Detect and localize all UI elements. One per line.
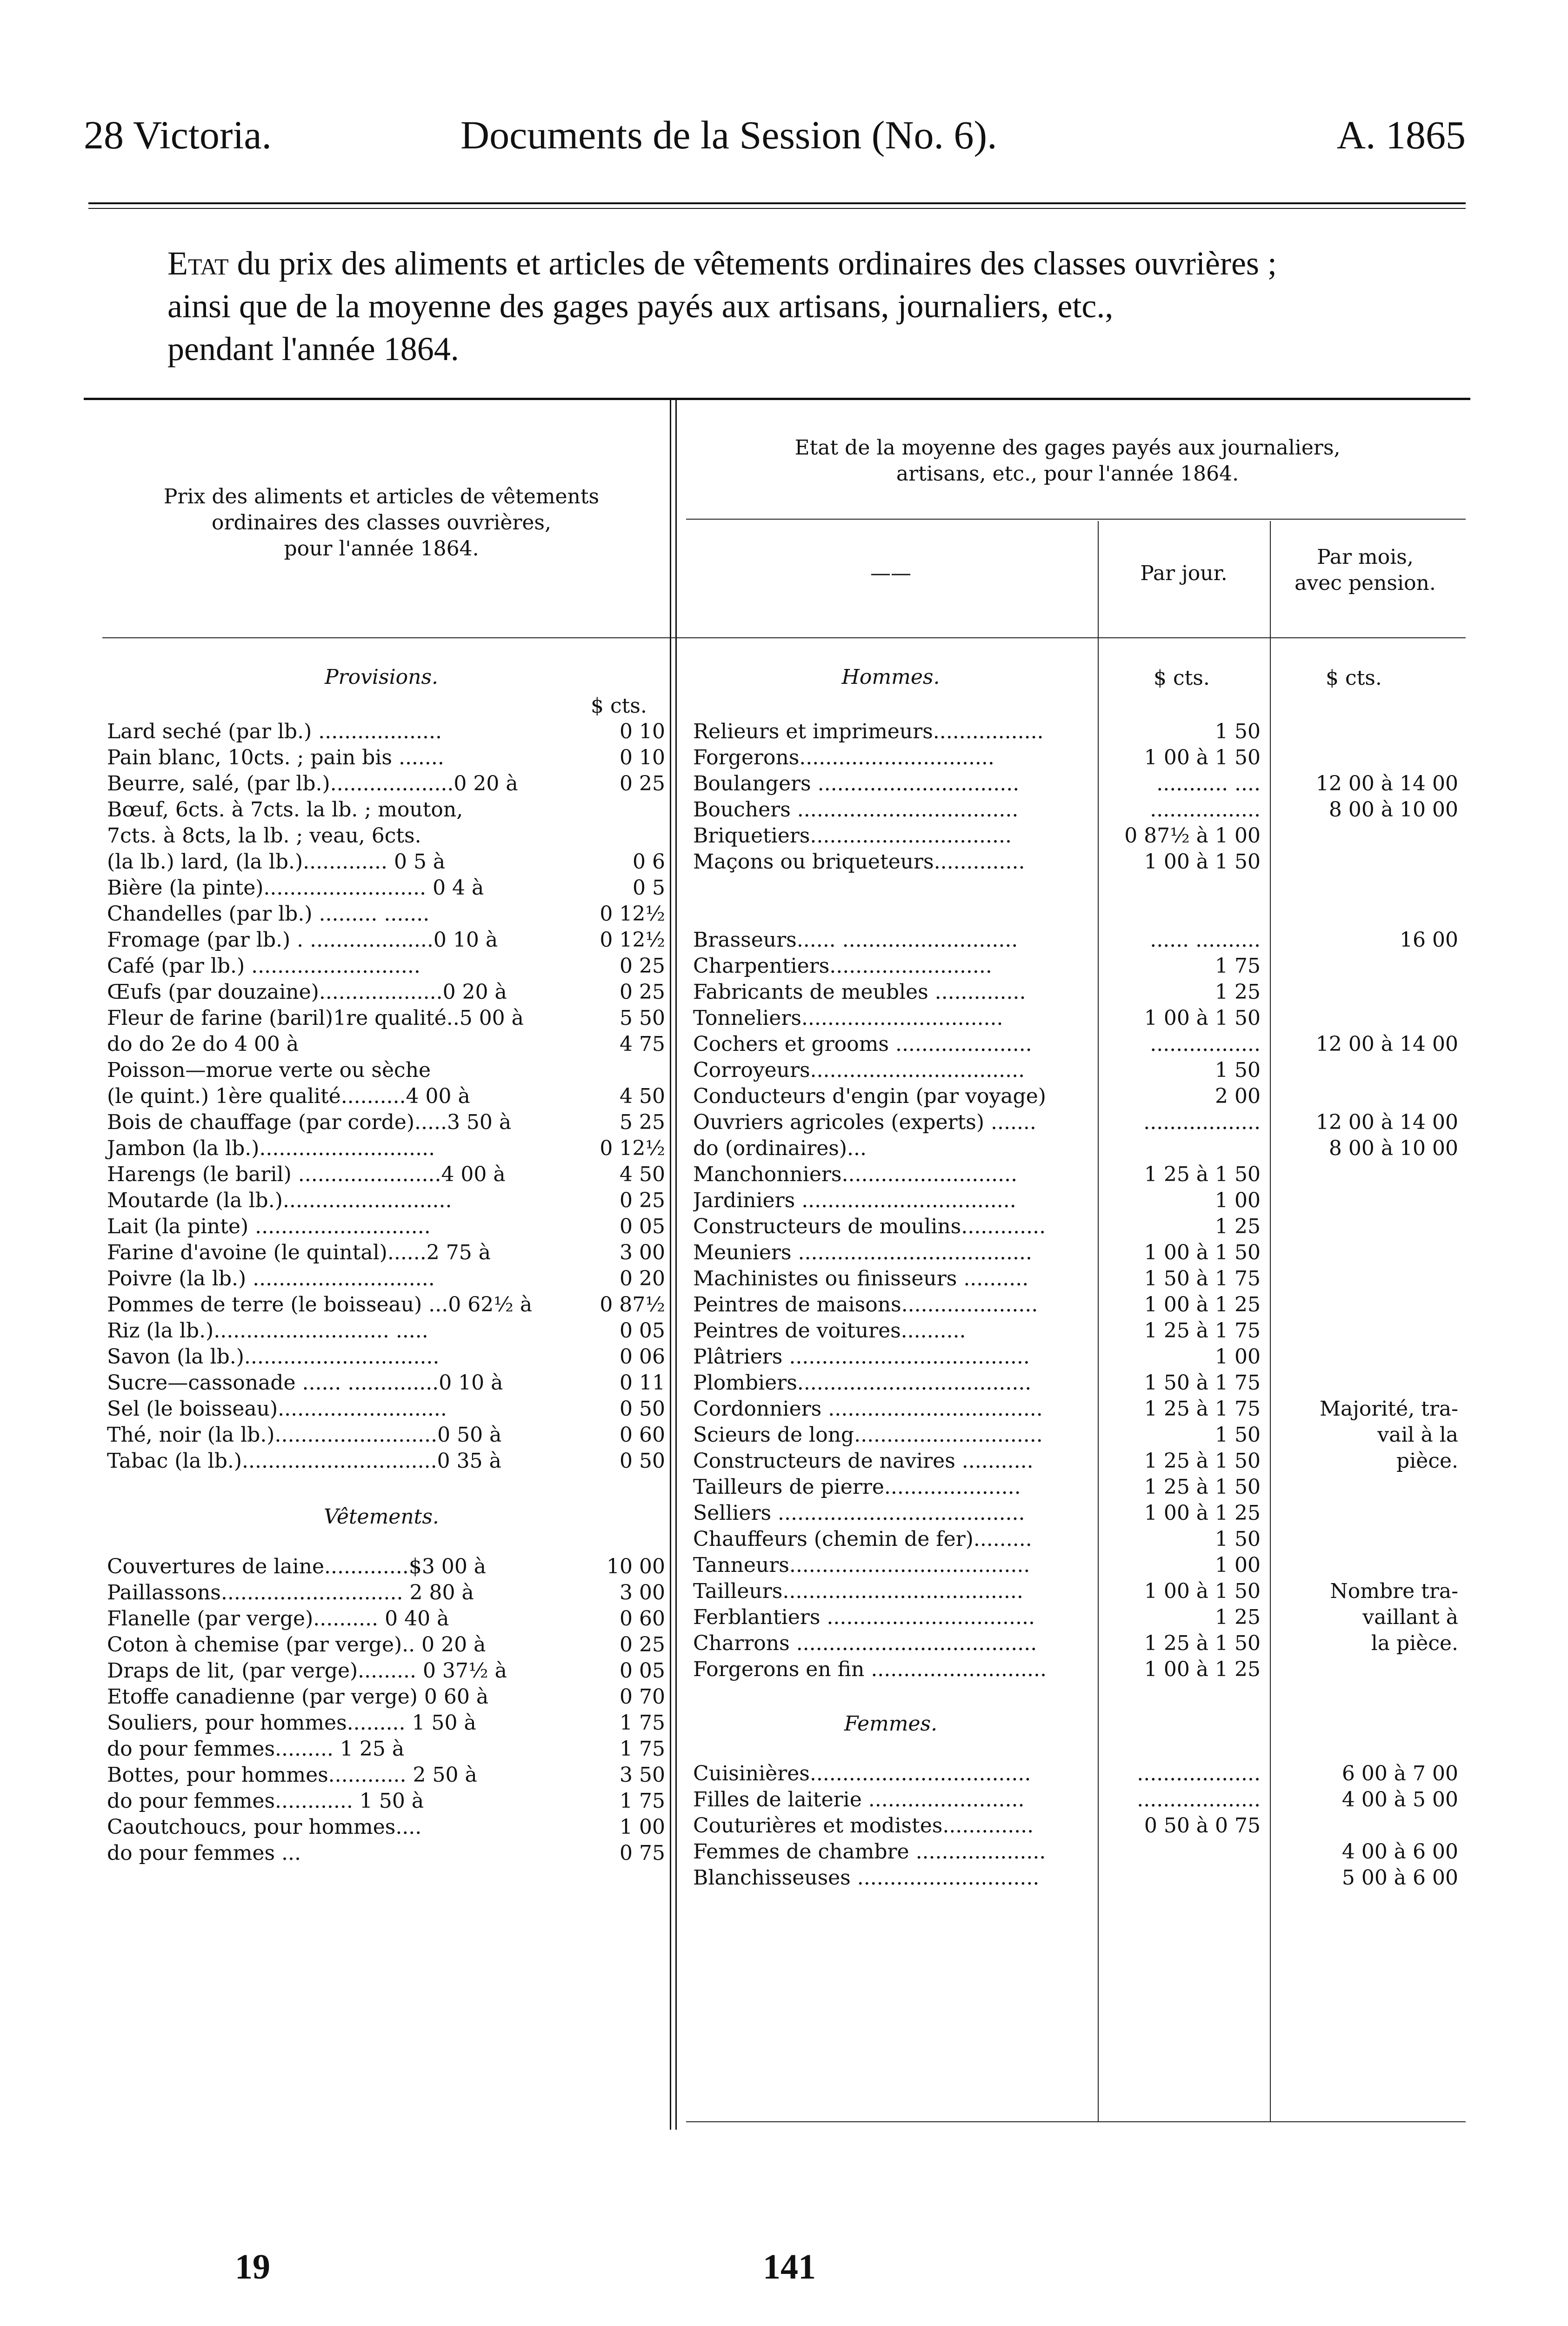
item-price: 3 00 bbox=[620, 1581, 665, 1604]
item-label: Souliers, pour hommes......... 1 50 à bbox=[107, 1711, 476, 1735]
trade-name: Fabricants de meubles .............. bbox=[693, 980, 1026, 1004]
trade-name: Machinistes ou finisseurs .......... bbox=[693, 1267, 1029, 1290]
wage-per-month: 12 00 à 14 00 bbox=[1315, 772, 1458, 795]
trade-name: Tonneliers............................... bbox=[693, 1006, 1003, 1030]
table-row bbox=[107, 1658, 665, 1684]
item-label: do pour femmes ... bbox=[107, 1841, 301, 1865]
wage-per-month: 4 00 à 6 00 bbox=[1341, 1840, 1458, 1864]
wage-per-day: 1 00 à 1 50 bbox=[1144, 746, 1261, 769]
item-price: 4 50 bbox=[620, 1163, 665, 1186]
running-header bbox=[84, 112, 1466, 163]
wage-per-day: 1 00 à 1 25 bbox=[1144, 1658, 1261, 1681]
item-label: Caoutchoucs, pour hommes.... bbox=[107, 1815, 422, 1839]
item-label: Pommes de terre (le boisseau) ...0 62½ à bbox=[107, 1293, 533, 1317]
item-price: 5 50 bbox=[620, 1006, 665, 1030]
item-price: 0 05 bbox=[620, 1215, 665, 1238]
title-line-2: ainsi que de la moyenne des gages payés aux artisans, journaliers, etc., bbox=[167, 287, 1114, 325]
table-row bbox=[107, 1031, 665, 1057]
trade-name: Cuisinières.................................. bbox=[693, 1762, 1031, 1785]
wage-per-day: 1 50 à 1 75 bbox=[1144, 1371, 1261, 1395]
trade-name: Cordonniers ................................. bbox=[693, 1397, 1043, 1421]
wage-per-day: 1 50 bbox=[1215, 1527, 1261, 1551]
trade-name: Plâtriers ..................................... bbox=[693, 1345, 1030, 1369]
trade-name: Corroyeurs................................. bbox=[693, 1058, 1025, 1082]
item-label: Bière (la pinte)......................... 0 4 à bbox=[107, 876, 484, 900]
wage-per-day: ................... bbox=[1137, 1788, 1261, 1811]
wage-per-month: Majorité, tra- bbox=[1319, 1397, 1458, 1421]
table-row bbox=[107, 1788, 665, 1814]
title-line-1: Etat du prix des aliments et articles de vêtements ordinaires des classes ouvrières ; bbox=[167, 245, 1277, 282]
item-label: Thé, noir (la lb.).........................0 50 à bbox=[107, 1423, 502, 1447]
item-label: Chandelles (par lb.) ......... ....... bbox=[107, 902, 430, 926]
trade-name: Constructeurs de navires ........... bbox=[693, 1449, 1034, 1473]
header-center: Documents de la Session (No. 6). bbox=[460, 113, 997, 157]
wage-per-day: 1 00 à 1 50 bbox=[1144, 850, 1261, 874]
document-title bbox=[167, 242, 1461, 370]
trade-name: Relieurs et imprimeurs................. bbox=[693, 720, 1044, 743]
item-label: Œufs (par douzaine)...................0 20 à bbox=[107, 980, 507, 1004]
item-price: 0 25 bbox=[620, 1189, 665, 1212]
table-row bbox=[107, 1083, 665, 1110]
wage-per-day: 1 00 à 1 25 bbox=[1144, 1501, 1261, 1525]
table-row bbox=[107, 1606, 665, 1632]
wage-per-day: ................... bbox=[1137, 1762, 1261, 1785]
item-label: Fromage (par lb.) . ...................0 10 à bbox=[107, 928, 498, 952]
item-label: Poivre (la lb.) ............................ bbox=[107, 1267, 435, 1290]
item-price: 0 25 bbox=[620, 1633, 665, 1657]
item-price: 1 75 bbox=[620, 1737, 665, 1761]
header-rule bbox=[88, 202, 1466, 204]
item-label: Jambon (la lb.)........................... bbox=[107, 1136, 435, 1160]
trade-name: Tanneurs..................................... bbox=[693, 1553, 1030, 1577]
item-label: Moutarde (la lb.).......................... bbox=[107, 1189, 452, 1212]
item-price: 0 70 bbox=[620, 1685, 665, 1709]
table-row bbox=[107, 1710, 665, 1736]
wage-per-month: Nombre tra- bbox=[1330, 1579, 1458, 1603]
item-price: 0 25 bbox=[620, 980, 665, 1004]
item-price: 0 75 bbox=[620, 1841, 665, 1865]
wage-per-day: ................. bbox=[1150, 798, 1261, 822]
trade-name: Forgerons.............................. bbox=[693, 746, 994, 769]
wage-per-day: 1 75 bbox=[1215, 954, 1261, 978]
right-col-divider-2 bbox=[1270, 521, 1271, 2121]
table-row bbox=[107, 979, 665, 1005]
table-row bbox=[107, 1396, 665, 1422]
table-row bbox=[107, 1632, 665, 1658]
wage-per-month: 6 00 à 7 00 bbox=[1341, 1762, 1458, 1785]
item-price: 0 6 bbox=[633, 850, 665, 874]
item-price: 0 25 bbox=[620, 954, 665, 978]
table-row bbox=[107, 745, 665, 771]
table-row bbox=[107, 1814, 665, 1840]
wage-per-day: 1 25 à 1 50 bbox=[1144, 1631, 1261, 1655]
item-price: 5 25 bbox=[620, 1110, 665, 1134]
item-label: Sucre—cassonade ...... ..............0 10 à bbox=[107, 1371, 503, 1395]
table-row bbox=[107, 1448, 665, 1474]
item-label: Lait (la pinte) ........................... bbox=[107, 1215, 431, 1238]
table-row bbox=[107, 1554, 665, 1580]
table-row bbox=[107, 1762, 665, 1788]
wage-per-day: ................. bbox=[1150, 1032, 1261, 1056]
trade-name: Filles de laiterie ........................ bbox=[693, 1788, 1025, 1811]
item-price: 3 00 bbox=[620, 1241, 665, 1264]
wage-per-day: 1 00 bbox=[1215, 1553, 1261, 1577]
item-label: Coton à chemise (par verge).. 0 20 à bbox=[107, 1633, 486, 1657]
trade-name: Couturières et modistes.............. bbox=[693, 1814, 1034, 1838]
wage-per-day: 1 50 à 1 75 bbox=[1144, 1267, 1261, 1290]
item-price: 0 50 bbox=[620, 1449, 665, 1473]
right-head-rule bbox=[686, 519, 1466, 520]
item-label: (le quint.) 1ère qualité..........4 00 à bbox=[107, 1084, 470, 1108]
item-price: 1 75 bbox=[620, 1711, 665, 1735]
wage-per-day: 0 50 à 0 75 bbox=[1144, 1814, 1261, 1838]
item-label: Fleur de farine (baril)1re qualité..5 00 à bbox=[107, 1006, 524, 1030]
trade-name: Charpentiers......................... bbox=[693, 954, 992, 978]
item-label: Bœuf, 6cts. à 7cts. la lb. ; mouton, bbox=[107, 798, 463, 822]
wage-per-day: .................. bbox=[1143, 1110, 1261, 1134]
table-row bbox=[107, 1580, 665, 1606]
right-table-heading: Etat de la moyenne des gages payés aux journaliers, artisans, etc., pour l'année 1864. bbox=[794, 436, 1341, 486]
table-row bbox=[107, 1240, 665, 1266]
item-price: 0 50 bbox=[620, 1397, 665, 1421]
wage-per-day: 1 00 à 1 50 bbox=[1144, 1579, 1261, 1603]
item-label: Tabac (la lb.)..............................0 35 à bbox=[107, 1449, 501, 1473]
item-label: do do 2e do 4 00 à bbox=[107, 1032, 299, 1056]
subheader-rule bbox=[102, 637, 1466, 638]
item-label: do pour femmes............ 1 50 à bbox=[107, 1789, 424, 1813]
item-label: Flanelle (par verge).......... 0 40 à bbox=[107, 1607, 449, 1631]
trade-name: Tailleurs..................................... bbox=[693, 1579, 1023, 1603]
trade-name: Charrons ..................................... bbox=[693, 1631, 1037, 1655]
wage-per-day: 1 25 à 1 50 bbox=[1144, 1475, 1261, 1499]
header-right: A. 1865 bbox=[1336, 113, 1466, 157]
item-label: Riz (la lb.)........................... ..... bbox=[107, 1319, 428, 1343]
item-price: 4 75 bbox=[620, 1032, 665, 1056]
table-row bbox=[107, 1005, 665, 1031]
trade-name: Maçons ou briqueteurs.............. bbox=[693, 850, 1025, 874]
trade-name: Bouchers .................................. bbox=[693, 798, 1019, 822]
wage-per-day: 1 50 bbox=[1215, 1058, 1261, 1082]
wage-per-day: 2 00 bbox=[1215, 1084, 1261, 1108]
wage-per-day: 1 25 à 1 75 bbox=[1144, 1397, 1261, 1421]
trade-name: Peintres de maisons..................... bbox=[693, 1293, 1038, 1317]
table-row bbox=[107, 849, 665, 875]
wage-per-month: 5 00 à 6 00 bbox=[1341, 1866, 1458, 1890]
wage-per-day: 1 00 à 1 50 bbox=[1144, 1006, 1261, 1030]
wage-per-day: 1 00 bbox=[1215, 1189, 1261, 1212]
center-divider bbox=[670, 399, 671, 2130]
wage-per-day: 1 00 bbox=[1215, 1345, 1261, 1369]
item-price: 1 75 bbox=[620, 1789, 665, 1813]
wage-per-day: 1 00 à 1 50 bbox=[1144, 1241, 1261, 1264]
item-price: 10 00 bbox=[607, 1555, 665, 1578]
item-label: Etoffe canadienne (par verge) 0 60 à bbox=[107, 1685, 489, 1709]
table-row bbox=[107, 1344, 665, 1370]
right-bottom-rule bbox=[686, 2121, 1466, 2122]
item-label: Savon (la lb.).............................. bbox=[107, 1345, 440, 1369]
femmes-label: Femmes. bbox=[844, 1712, 938, 1736]
item-label: Farine d'avoine (le quintal)......2 75 à bbox=[107, 1241, 491, 1264]
footer-left-number: 19 bbox=[235, 2247, 270, 2286]
wage-per-day: 1 25 bbox=[1215, 980, 1261, 1004]
header-rule-thin bbox=[88, 208, 1466, 209]
item-price: 0 10 bbox=[620, 720, 665, 743]
right-col-divider-1 bbox=[1098, 521, 1099, 2121]
jour-unit-label: $ cts. bbox=[1154, 666, 1210, 690]
item-label: Paillassons............................ 2 80 à bbox=[107, 1581, 474, 1604]
table-row bbox=[107, 901, 665, 927]
wage-per-month: vaillant à bbox=[1362, 1605, 1458, 1629]
table-row bbox=[107, 927, 665, 953]
wage-per-day: 1 00 à 1 25 bbox=[1144, 1293, 1261, 1317]
left-table-heading: Prix des aliments et articles de vêtements ordinaires des classes ouvrières, pour l'année 1864. bbox=[163, 485, 600, 561]
trade-name: Blanchisseuses ............................ bbox=[693, 1866, 1040, 1890]
trade-name: Selliers ...................................... bbox=[693, 1501, 1025, 1525]
table-row bbox=[107, 823, 665, 849]
table-row bbox=[107, 1057, 665, 1083]
item-price: 0 12½ bbox=[600, 928, 665, 952]
table-top-rule bbox=[84, 398, 1470, 400]
wage-per-day: 1 25 à 1 50 bbox=[1144, 1163, 1261, 1186]
table-row bbox=[107, 1370, 665, 1396]
item-label: Couvertures de laine.............$3 00 à bbox=[107, 1555, 487, 1578]
wage-per-month: 12 00 à 14 00 bbox=[1315, 1032, 1458, 1056]
trade-name: Manchonniers........................... bbox=[693, 1163, 1018, 1186]
trade-name: Briquetiers............................... bbox=[693, 824, 1012, 848]
item-label: do pour femmes......... 1 25 à bbox=[107, 1737, 405, 1761]
item-label: Harengs (le baril) ......................4 00 à bbox=[107, 1163, 506, 1186]
trade-name: do (ordinaires)... bbox=[693, 1136, 867, 1160]
trade-name: Conducteurs d'engin (par voyage) bbox=[693, 1084, 1046, 1108]
table-row bbox=[107, 1188, 665, 1214]
trade-name: Scieurs de long............................. bbox=[693, 1423, 1043, 1447]
item-label: Beurre, salé, (par lb.)...................0 20 à bbox=[107, 772, 518, 795]
wage-per-day: 1 25 bbox=[1215, 1605, 1261, 1629]
trade-name: Forgerons en fin ........................... bbox=[693, 1658, 1047, 1681]
item-price: 0 60 bbox=[620, 1423, 665, 1447]
footer-page-number: 141 bbox=[763, 2247, 816, 2286]
trade-name: Cochers et grooms ..................... bbox=[693, 1032, 1032, 1056]
table-row bbox=[107, 875, 665, 901]
item-label: Pain blanc, 10cts. ; pain bis ....... bbox=[107, 746, 444, 769]
provisions-label: Provisions. bbox=[324, 665, 439, 689]
item-price: 0 05 bbox=[620, 1659, 665, 1683]
wage-per-month: 8 00 à 10 00 bbox=[1328, 1136, 1458, 1160]
wage-per-month: 4 00 à 5 00 bbox=[1341, 1788, 1458, 1811]
item-label: (la lb.) lard, (la lb.)............. 0 5 à bbox=[107, 850, 446, 874]
wage-per-month: 8 00 à 10 00 bbox=[1328, 798, 1458, 822]
item-price: 0 06 bbox=[620, 1345, 665, 1369]
table-row bbox=[107, 1266, 665, 1292]
header-left: 28 Victoria. bbox=[84, 113, 272, 157]
wage-per-month: la pièce. bbox=[1371, 1631, 1458, 1655]
item-price: 0 87½ bbox=[600, 1293, 665, 1317]
wage-per-day: 0 87½ à 1 00 bbox=[1124, 824, 1261, 848]
table-row bbox=[107, 1684, 665, 1710]
item-label: Lard seché (par lb.) ................... bbox=[107, 720, 442, 743]
table-row bbox=[107, 771, 665, 797]
wage-per-day: 1 25 à 1 50 bbox=[1144, 1449, 1261, 1473]
item-price: 0 10 bbox=[620, 746, 665, 769]
table-row bbox=[107, 953, 665, 979]
col-header-mois: Par mois, avec pension. bbox=[1294, 545, 1436, 595]
item-price: 0 20 bbox=[620, 1267, 665, 1290]
item-label: Café (par lb.) .......................... bbox=[107, 954, 420, 978]
col-header-jour: Par jour. bbox=[1140, 561, 1228, 585]
wage-per-month: 16 00 bbox=[1400, 928, 1458, 952]
table-row bbox=[107, 1214, 665, 1240]
item-label: Sel (le boisseau).......................... bbox=[107, 1397, 447, 1421]
wage-per-day: 1 25 à 1 75 bbox=[1144, 1319, 1261, 1343]
table-row bbox=[107, 1840, 665, 1866]
trade-name: Femmes de chambre .................... bbox=[693, 1840, 1046, 1864]
table-row bbox=[107, 1162, 665, 1188]
item-price: 0 60 bbox=[620, 1607, 665, 1631]
item-label: Draps de lit, (par verge)......... 0 37½ à bbox=[107, 1659, 507, 1683]
center-divider-2 bbox=[675, 399, 677, 2130]
item-price: 0 12½ bbox=[600, 1136, 665, 1160]
table-row bbox=[107, 1318, 665, 1344]
item-label: 7cts. à 8cts, la lb. ; veau, 6cts. bbox=[107, 824, 421, 848]
item-price: 0 5 bbox=[633, 876, 665, 900]
trade-name: Brasseurs...... ........................... bbox=[693, 928, 1018, 952]
item-price: 0 25 bbox=[620, 772, 665, 795]
wage-per-day: ........... .... bbox=[1156, 772, 1261, 795]
trade-name: Jardiniers ................................. bbox=[693, 1189, 1016, 1212]
item-label: Bottes, pour hommes............ 2 50 à bbox=[107, 1763, 477, 1787]
trade-name: Constructeurs de moulins............. bbox=[693, 1215, 1046, 1238]
table-row bbox=[107, 1292, 665, 1318]
trade-name: Peintres de voitures.......... bbox=[693, 1319, 966, 1343]
col-header-trade: —— bbox=[870, 561, 911, 585]
table-row bbox=[107, 1110, 665, 1136]
table-row bbox=[107, 1736, 665, 1762]
table-row bbox=[107, 1136, 665, 1162]
wage-per-day: 1 25 bbox=[1215, 1215, 1261, 1238]
item-price: 0 11 bbox=[620, 1371, 665, 1395]
wage-per-day: ...... .......... bbox=[1150, 928, 1261, 952]
wage-per-day: 1 50 bbox=[1215, 720, 1261, 743]
title-line-3: pendant l'année 1864. bbox=[167, 330, 459, 368]
wage-per-month: vail à la bbox=[1377, 1423, 1458, 1447]
table-row bbox=[107, 719, 665, 745]
trade-name: Ouvriers agricoles (experts) ....... bbox=[693, 1110, 1036, 1134]
left-unit-label: $ cts. bbox=[591, 694, 647, 718]
table-row bbox=[107, 797, 665, 823]
mois-unit-label: $ cts. bbox=[1326, 666, 1382, 690]
trade-name: Chauffeurs (chemin de fer)......... bbox=[693, 1527, 1032, 1551]
table-row bbox=[107, 1422, 665, 1448]
hommes-label: Hommes. bbox=[841, 665, 940, 689]
item-label: Poisson—morue verte ou sèche bbox=[107, 1058, 431, 1082]
trade-name: Tailleurs de pierre..................... bbox=[693, 1475, 1021, 1499]
item-price: 0 05 bbox=[620, 1319, 665, 1343]
wage-per-month: pièce. bbox=[1396, 1449, 1458, 1473]
item-price: 1 00 bbox=[620, 1815, 665, 1839]
item-price: 0 12½ bbox=[600, 902, 665, 926]
item-price: 3 50 bbox=[620, 1763, 665, 1787]
wage-per-day: 1 50 bbox=[1215, 1423, 1261, 1447]
wage-per-month: 12 00 à 14 00 bbox=[1315, 1110, 1458, 1134]
vetements-label: Vêtements. bbox=[324, 1505, 439, 1529]
trade-name: Meuniers .................................... bbox=[693, 1241, 1032, 1264]
item-label: Bois de chauffage (par corde).....3 50 à bbox=[107, 1110, 512, 1134]
trade-name: Ferblantiers ................................ bbox=[693, 1605, 1035, 1629]
trade-name: Boulangers ............................... bbox=[693, 772, 1020, 795]
trade-name: Plombiers.................................... bbox=[693, 1371, 1032, 1395]
item-price: 4 50 bbox=[620, 1084, 665, 1108]
